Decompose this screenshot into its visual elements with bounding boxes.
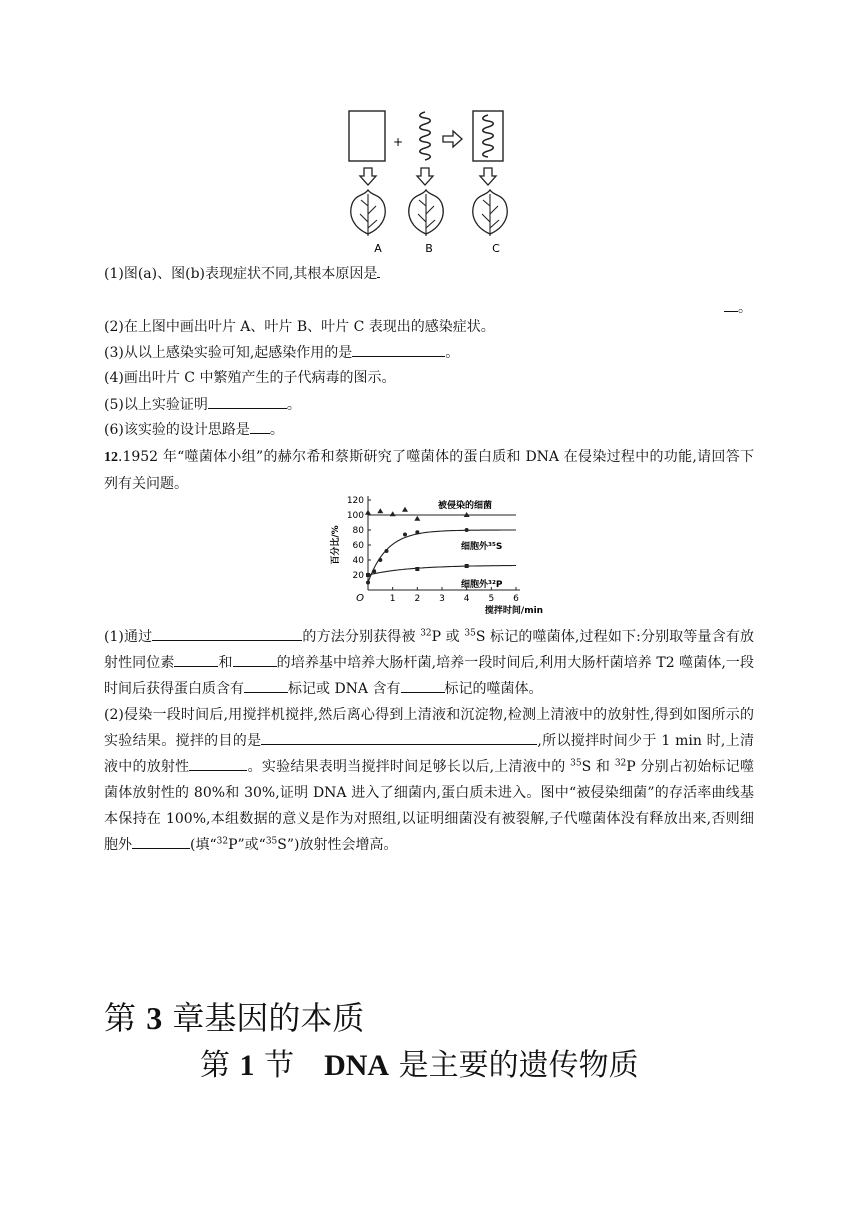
hollow-arrow-right-icon — [443, 131, 462, 147]
origin-label: O — [356, 593, 364, 604]
q11-item-1: (1)图(a)、图(b)表现症状不同,其根本原因是 — [104, 262, 380, 285]
data-point-35s — [403, 533, 407, 537]
data-point-bacteria — [414, 516, 420, 521]
section-heading: 第 1 节 DNA 是主要的遗传物质 — [200, 1048, 639, 1083]
x-axis-label: 搅拌时间/min — [484, 606, 544, 616]
stirring-time-chart — [326, 492, 544, 624]
y-tick-label: 40 — [352, 556, 364, 566]
hollow-arrow-down-icon — [417, 168, 433, 185]
data-point-35s — [372, 569, 376, 573]
x-tick-label: 3 — [439, 594, 445, 604]
q12-intro: 12.1952 年“噬菌体小组”的赫尔希和蔡斯研究了噬菌体的蛋白质和 DNA 在侵染过程中的功能,请回答下列有关问题。 — [104, 449, 754, 492]
leaf-icon — [409, 190, 443, 236]
question-number: 12 — [104, 450, 118, 465]
data-point-35s — [415, 530, 419, 534]
y-tick-label: 20 — [352, 571, 364, 581]
y-axis-label: 百分比/% — [331, 525, 341, 565]
answer-blank[interactable] — [352, 341, 445, 357]
answer-blank[interactable] — [250, 418, 270, 434]
y-tick-label: 100 — [346, 511, 364, 521]
q11-item-4: (4)画出叶片 C 中繁殖产生的子代病毒的图示。 — [104, 370, 396, 386]
hollow-arrow-down-icon — [480, 168, 496, 185]
data-point-bacteria — [377, 508, 383, 513]
rna-coil-inside — [483, 115, 494, 157]
protein-shell-box — [349, 111, 385, 161]
q11-item-5: (5)以上实验证明 。 — [104, 393, 301, 416]
hybrid-virus-box — [473, 111, 503, 161]
series-label-bacteria: 被侵染的细菌 — [438, 501, 493, 511]
answer-blank[interactable] — [244, 677, 288, 693]
x-tick-label: 6 — [513, 594, 519, 604]
series-line-32p — [368, 566, 516, 576]
answer-blank[interactable] — [208, 393, 287, 409]
leaf-icon — [351, 190, 385, 236]
q11-item-6: (6)该实验的设计思路是 。 — [104, 418, 284, 441]
data-point-35s — [465, 528, 469, 532]
q12-part-2: (2)侵染一段时间后,用搅拌机搅拌,然后离心得到上清液和沉淀物,检测上清液中的放射性,得到如图所示的实验结果。搅拌的目的是 ,所以搅拌时间少于 1 min 时,上清液中的放射性 。实验结果表明当搅拌时间足够长以后,上清液中的 $^{35}$S 和 $^{32}$P 分别占初始标记噬菌体放射性的 80%和 30%,证明 DNA 进入了细菌内,蛋白质未进入。图中“被侵染细菌”的存活率曲线基本保持在 100%,本组数据的意义是作为对照组,以证明细菌没有被裂解,子代噬菌体没有释放出来,否则细胞外 (填“$^{32}$P”或“$^{35}$S”)放射性会增高。 — [104, 707, 755, 853]
answer-blank[interactable] — [189, 755, 247, 771]
data-point-bacteria — [390, 511, 396, 516]
y-tick-label: 60 — [352, 541, 364, 551]
chapter-heading: 第 3 章基因的本质 — [104, 999, 365, 1037]
data-point-bacteria — [402, 507, 408, 512]
data-point-35s — [385, 549, 389, 553]
series-label-35s: 细胞外³⁵S — [461, 542, 503, 552]
leaf-label-b: B — [425, 242, 433, 255]
answer-blank[interactable] — [261, 729, 537, 745]
tmv-figure — [330, 100, 550, 260]
answer-blank[interactable] — [174, 651, 218, 667]
x-tick-label: 2 — [414, 594, 421, 604]
hollow-arrow-down-icon — [360, 168, 376, 185]
series-label-32p: 细胞外³²P — [461, 580, 503, 590]
q11-item-1-continuation: 。 — [724, 296, 752, 319]
x-tick-label: 5 — [488, 594, 495, 604]
series-line-35s — [368, 530, 516, 583]
data-point-35s — [378, 558, 382, 562]
data-point-32p — [366, 573, 370, 577]
q11-item-2: (2)在上图中画出叶片 A、叶片 B、叶片 C 表现出的感染症状。 — [104, 319, 495, 335]
q12-part-1: (1)通过 的方法分别获得被 $^{32}$P 或 $^{35}$S 标记的噬菌体,过程如下:分别取等量含有放射性同位素 和 的培养基中培养大肠杆菌,培养一段时间后,利用大肠杆菌培养 T2 噬菌体,一段时间后获得蛋白质含有 标记或 DNA 含有 标记的噬菌体。 — [104, 624, 754, 702]
y-tick-label: 80 — [352, 526, 364, 536]
x-tick-label: 4 — [463, 594, 470, 604]
data-point-32p — [415, 567, 419, 571]
answer-blank[interactable] — [132, 833, 190, 849]
leaf-label-c: C — [492, 242, 500, 255]
answer-blank[interactable] — [233, 651, 277, 667]
data-point-35s — [366, 581, 370, 585]
leaf-icon — [473, 190, 507, 236]
leaf-label-a: A — [374, 242, 382, 255]
plus-sign: + — [392, 135, 404, 149]
y-tick-label: 120 — [346, 496, 364, 506]
answer-blank[interactable] — [377, 262, 380, 278]
answer-blank[interactable] — [724, 296, 738, 312]
x-tick-label: 1 — [389, 594, 396, 604]
data-point-bacteria — [365, 510, 371, 515]
answer-blank[interactable] — [401, 677, 445, 693]
q11-item-3: (3)从以上感染实验可知,起感染作用的是 。 — [104, 341, 459, 364]
rna-coil — [420, 112, 431, 160]
answer-blank[interactable] — [152, 625, 302, 641]
data-point-32p — [465, 564, 469, 568]
